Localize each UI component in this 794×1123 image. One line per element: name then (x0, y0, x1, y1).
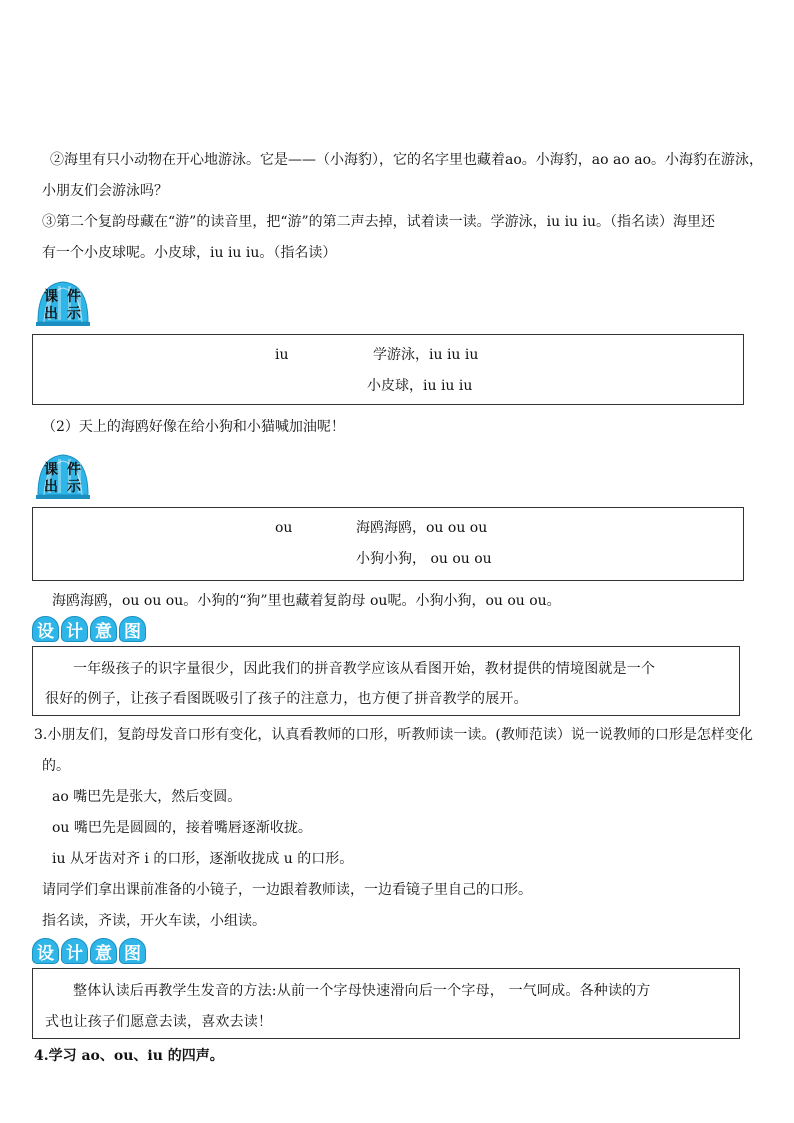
badge-char: 件 (67, 462, 81, 478)
courseware-badge-icon (34, 451, 92, 501)
design1-line2: 很好的例子，让孩子看图既吸引了孩子的注意力，也方便了拼音教学的展开。 (45, 691, 528, 707)
design-intent-badge (32, 616, 148, 644)
mouth-shape-iu: iu 从牙齿对齐 i 的口形，逐渐收拢成 u 的口形。 (52, 851, 354, 867)
design-badge-char: 计 (61, 938, 88, 964)
badge-char: 示 (67, 306, 81, 322)
design-badge-char: 意 (90, 616, 117, 642)
badge-char: 课 (44, 462, 58, 478)
paragraph-iu-2: 有一个小皮球呢。小皮球，iu iu iu。（指名读） (42, 245, 337, 261)
design-intent-badge (32, 938, 148, 966)
design-badge-char: 设 (32, 616, 59, 642)
design2-line1: 整体认读后再教学生发音的方法:从前一个字母快速滑向后一个字母， 一气呵成。各种读的方 (73, 983, 651, 999)
design-badge-char: 图 (119, 938, 146, 964)
badge-char: 课 (44, 289, 58, 305)
paragraph-seal-1: ②海里有只小动物在开心地游泳。它是——（小海豹），它的名字里也藏着ao。小海豹，ao ao ao。小海豹在游泳， (50, 152, 763, 168)
design-badge-char: 图 (119, 616, 146, 642)
box-ou-label: ou (275, 520, 293, 536)
design1-line1: 一年级孩子的识字量很少，因此我们的拼音教学应该从看图开始，教材提供的情境图就是一个 (73, 661, 656, 677)
design-badge-char: 意 (90, 938, 117, 964)
box-iu-line2: 小皮球，iu iu iu (367, 378, 473, 394)
mirror-instruction: 请同学们拿出课前准备的小镜子，一边跟着教师读，一边看镜子里自己的口形。 (42, 882, 532, 898)
badge-char: 出 (44, 306, 58, 322)
box-ou-line2: 小狗小狗， ou ou ou (356, 551, 492, 567)
mouth-shape-ao: ao 嘴巴先是张大，然后变圆。 (52, 789, 242, 805)
section3-line1: 3.小朋友们，复韵母发音口形有变化，认真看教师的口形，听教师读一读。(教师范读）说一说教师的口形是怎样变化 (34, 727, 753, 743)
box-iu-line1: 学游泳，iu iu iu (373, 347, 479, 363)
mouth-shape-ou: ou 嘴巴先是圆圆的，接着嘴唇逐渐收拢。 (52, 820, 312, 836)
paragraph-iu-1: ③第二个复韵母藏在“游”的读音里，把“游”的第二声去掉，试着读一读。学游泳，iu iu iu。（指名读）海里还 (42, 214, 716, 230)
courseware-box-iu (32, 334, 744, 405)
design2-line2: 式也让孩子们愿意去读，喜欢去读！ (45, 1014, 273, 1030)
design-intent-box-1 (32, 646, 740, 716)
box-iu-label: iu (275, 347, 289, 363)
courseware-box-ou (32, 507, 744, 581)
design-badge-char: 计 (61, 616, 88, 642)
design-intent-box-2 (32, 968, 740, 1039)
badge-char: 示 (67, 479, 81, 495)
badge-char: 件 (67, 289, 81, 305)
box-ou-line1: 海鸥海鸥，ou ou ou (356, 520, 488, 536)
design-badge-char: 设 (32, 938, 59, 964)
paragraph-ou: 海鸥海鸥，ou ou ou。小狗的“狗”里也藏着复韵母 ou呢。小狗小狗，ou ou ou。 (52, 593, 561, 609)
courseware-badge-icon (34, 278, 92, 328)
paragraph-seal-2: 小朋友们会游泳吗？ (42, 183, 168, 199)
section3-line2: 的。 (42, 758, 70, 774)
reading-ways: 指名读，齐读，开火车读，小组读。 (42, 913, 266, 929)
section4-heading: 4.学习 ao、ou、iu 的四声。 (34, 1048, 224, 1064)
badge-char: 出 (44, 479, 58, 495)
paragraph-seagull: （2）天上的海鸥好像在给小狗和小猫喊加油呢！ (42, 419, 345, 435)
